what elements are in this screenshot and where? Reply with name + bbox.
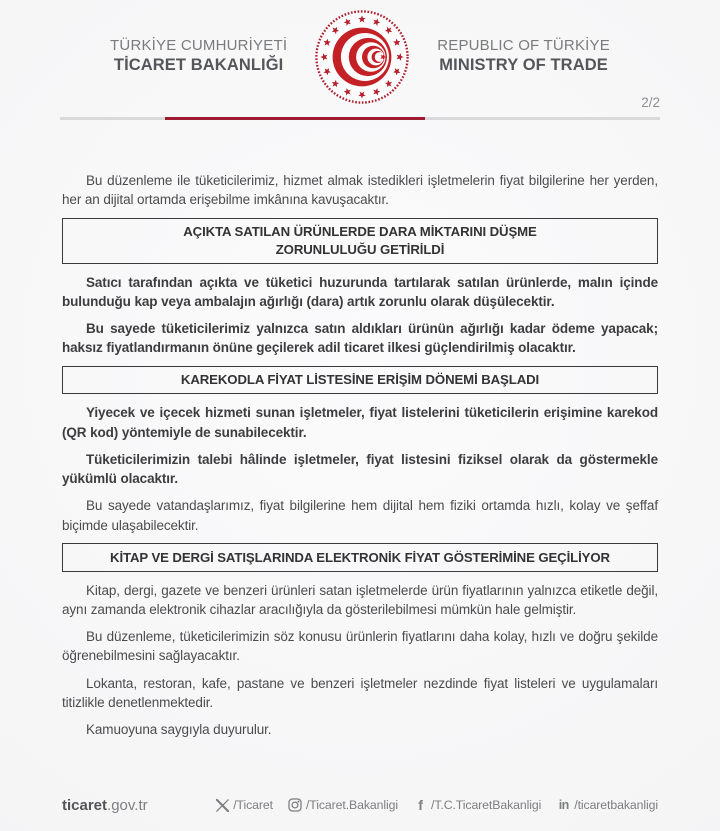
header-left-title [110, 36, 287, 75]
facebook-handle: /T.C.TicaretBakanligi [431, 798, 542, 812]
brand-rest: .gov.tr [107, 796, 148, 814]
header-divider [60, 117, 660, 120]
brand-bold: ticaret [62, 796, 108, 814]
paragraph: Bu düzenleme, tüketicilerimizin söz konusu ürünlerin fiyatlarını daha kolay, hızlı ve doğru şekilde öğrenebilmesini sağlayacaktır. [62, 629, 658, 664]
section-heading-line: KAREKODLA FİYAT LİSTESİNE ERİŞİM DÖNEMİ BAŞLADI [180, 372, 540, 388]
facebook-icon: f [418, 796, 423, 813]
section-heading-box [62, 218, 658, 264]
instagram-handle: /Ticaret.Bakanligi [305, 798, 399, 812]
section-heading-line: ZORUNLULUĞU GETİRİLDİ [275, 241, 445, 257]
paragraph: Tüketicilerimizin talebi hâlinde işletmeler, fiyat listesini fiziksel olarak da göstermekle yükümlü olacaktır. [62, 451, 658, 487]
header-right-title [437, 36, 610, 75]
ministry-of-trade-emblem-icon [313, 8, 411, 106]
section-heading-box [62, 543, 658, 572]
x-twitter-icon [215, 798, 230, 813]
header-left-line1: TÜRKİYE CUMHURİYETİ [110, 36, 288, 54]
twitter-link[interactable] [215, 798, 273, 813]
section-heading-line: KİTAP VE DERGİ SATIŞLARINDA ELEKTRONİK FİYAT GÖSTERİMİNE GEÇİLİYOR [110, 549, 610, 565]
header-right-line2: MINISTRY OF TRADE [439, 55, 608, 74]
facebook-link[interactable] [413, 798, 541, 813]
document-header [0, 0, 720, 110]
paragraph: Satıcı tarafından açıkta ve tüketici huzurunda tartılarak satılan ürünlerde, malın içinde bulunduğu kap veya ambalajın ağırlığı (dara) artık zorunlu olarak düşülecektir. [62, 274, 658, 309]
paragraph: Bu düzenleme ile tüketicilerimiz, hizmet almak istedikleri işletmelerin fiyat bilgilerine her yerden, her an dijital ortamda erişebilme imkânına kavuşacaktır. [62, 173, 658, 208]
paragraph: Bu sayede vatandaşlarımız, fiyat bilgilerine hem dijital hem fiziki ortamda hızlı, kolay ve şeffaf biçimde ulaşabilecektir. [62, 498, 658, 533]
social-links [215, 798, 658, 813]
section-heading-box [62, 366, 658, 395]
page-number: 2/2 [641, 95, 660, 110]
instagram-link[interactable] [288, 798, 398, 813]
paragraph: Lokanta, restoran, kafe, pastane ve benzeri işletmeler nezdinde fiyat listeleri ve uygulamaları titizlikle denetlenmektedir. [62, 675, 658, 711]
twitter-handle: /Ticaret [233, 798, 273, 812]
press-release-body [62, 171, 658, 748]
section-heading-line: AÇIKTA SATILAN ÜRÜNLERDE DARA MİKTARINI DÜŞME [183, 224, 537, 240]
ticaret-gov-tr-link[interactable] [62, 797, 148, 814]
header-right-line1: REPUBLIC OF TÜRKİYE [437, 36, 610, 54]
document-footer [62, 792, 658, 818]
linkedin-icon: in [558, 797, 569, 812]
linkedin-handle: /ticaretbakanligi [574, 798, 658, 812]
instagram-icon [288, 798, 303, 813]
header-divider-accent [165, 117, 425, 121]
paragraph: Yiyecek ve içecek hizmeti sunan işletmeler, fiyat listelerini tüketicilerin erişimine karekod (QR kod) yöntemiyle de sunabilecektir. [62, 405, 658, 440]
closing-paragraph: Kamuoyuna saygıyla duyurulur. [86, 722, 272, 738]
linkedin-link[interactable] [556, 798, 658, 813]
paragraph: Kitap, dergi, gazete ve benzeri ürünleri satan işletmelerde ürün fiyatlarının yalnızca etiketle değil, aynı zamanda elektronik cihazlar aracılığıyla da gösterilebilmesi mümkün hale gelmiştir. [62, 582, 658, 617]
header-left-line2: TİCARET BAKANLIĞI [113, 55, 284, 74]
paragraph: Bu sayede tüketicilerimiz yalnızca satın aldıkları ürünün ağırlığı kadar ödeme yapacak; haksız fiyatlandırmanın önüne geçilerek adil ticaret ilkesi güçlendirilmiş olacaktır. [62, 321, 658, 356]
